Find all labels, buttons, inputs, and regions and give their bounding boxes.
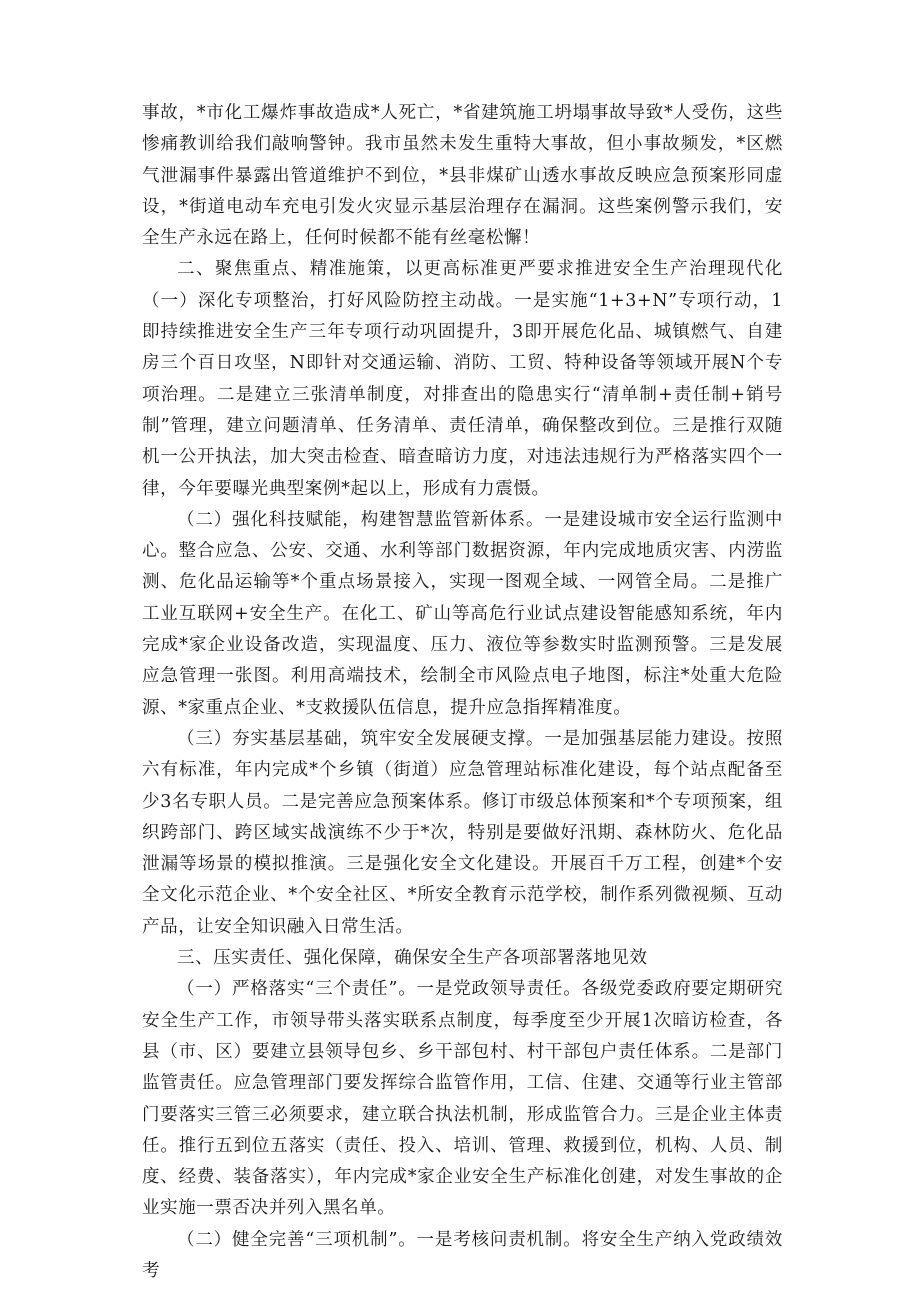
paragraph-5: （一）严格落实“三个责任”。一是党政领导责任。各级党委政府要定期研究安全生产工作，市领导带头落实联系点制度，每季度至少开展1次暗访检查，各县（市、区）要建立县领导包乡、乡干部包村、村干部包户责任体系。二是部门监管责任。应急管理部门要发挥综合监管作用，工信、住建、交通等行业主管部门要落实三管三必须要求，建立联合执法机制，形成监管合力。三是企业主体责任。推行五到位五落实（责任、投入、培训、管理、救援到位，机构、人员、制度、经费、装备落实），年内完成*家企业安全生产标准化创建，对发生事故的企业实施一票否决并列入黑名单。 (142, 979, 783, 1219)
paragraph-3: （二）强化科技赋能，构建智慧监管新体系。一是建设城市安全运行监测中心。整合应急、公安、交通、水利等部门数据资源，年内完成地质灾害、内涝监测、危化品运输等*个重点场景接入，实现一图观全域、一网管全局。二是推广工业互联网+安全生产。在化工、矿山等高危行业试点建设智能感知系统，年内完成*家企业设备改造，实现温度、压力、液位等参数实时监测预警。三是发展应急管理一张图。利用高端技术，绘制全市风险点电子地图，标注*处重大危险源、*家重点企业、*支救援队伍信息，提升应急指挥精准度。 (142, 509, 783, 718)
paragraph-2: 二、聚焦重点、精准施策，以更高标准更严要求推进安全生产治理现代化（一）深化专项整治，打好风险防控主动战。一是实施“1+3+N”专项行动，1即持续推进安全生产三年专项行动巩固提升，3即开展危化品、城镇燃气、自建房三个百日攻坚，N即针对交通运输、消防、工贸、特种设备等领域开展N个专项治理。二是建立三张清单制度，对排查出的隐患实行“清单制+责任制+销号制”管理，建立问题清单、任务清单、责任清单，确保整改到位。三是推行双随机一公开执法，加大突击检查、暗查暗访力度，对违法违规行为严格落实四个一律，今年要曝光典型案例*起以上，形成有力震慑。 (142, 259, 783, 499)
paragraph-1: 事故，*市化工爆炸事故造成*人死亡，*省建筑施工坍塌事故导致*人受伤，这些惨痛教训给我们敲响警钟。我市虽然未发生重特大事故，但小事故频发，*区燃气泄漏事件暴露出管道维护不到位，*县非煤矿山透水事故反映应急预案形同虚设，*街道电动车充电引发火灾显示基层治理存在漏洞。这些案例警示我们，安全生产永远在路上，任何时候都不能有丝毫松懈！ (142, 103, 783, 249)
paragraph-6: （二）健全完善“三项机制”。一是考核问责机制。将安全生产纳入党政绩效考 (142, 1229, 783, 1281)
paragraph-4: （三）夯实基层基础，筑牢安全发展硬支撑。一是加强基层能力建设。按照六有标准，年内完成*个乡镇（街道）应急管理站标准化建设，每个站点配备至少3名专职人员。二是完善应急预案体系。修订市级总体预案和*个专项预案，组织跨部门、跨区域实战演练不少于*次，特别是要做好汛期、森林防火、危化品泄漏等场景的模拟推演。三是强化安全文化建设。开展百千万工程，创建*个安全文化示范企业、*个安全社区、*所安全教育示范学校，制作系列微视频、互动产品，让安全知识融入日常生活。 (142, 728, 783, 937)
section-heading-3: 三、压实责任、强化保障，确保安全生产各项部署落地见效 (177, 948, 648, 969)
document-page (142, 98, 783, 1287)
